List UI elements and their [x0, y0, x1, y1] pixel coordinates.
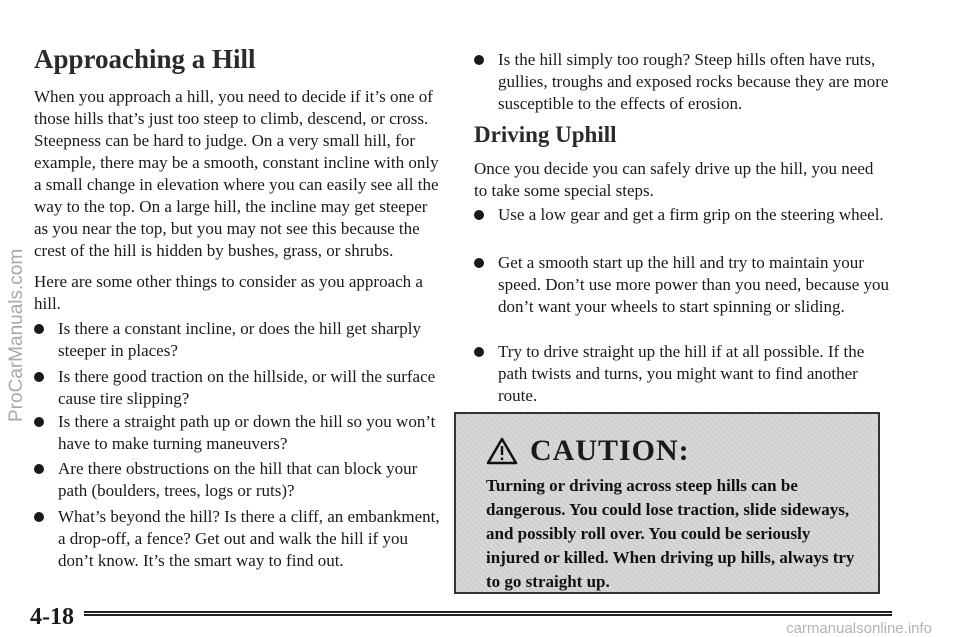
section-heading-approaching-hill: Approaching a Hill — [34, 44, 256, 74]
list-item-text: Is there a straight path up or down the hill so you won’t have to make turning maneuvers? — [58, 412, 436, 453]
list-item-text: Are there obstructions on the hill that can block your path (boulders, trees, logs or ruts)? — [58, 459, 418, 500]
list-item-text: What’s beyond the hill? Is there a cliff, an embankment, a drop-off, a fence? Get out and walk the hill if you don’t know. It’s the smart way to find out. — [58, 507, 440, 570]
caution-title: CAUTION: — [530, 434, 690, 467]
bullet-icon — [34, 464, 44, 474]
list-item-text: Is there a constant incline, or does the hill get sharply steeper in places? — [58, 319, 422, 360]
considerations-paragraph: Here are some other things to consider as you approach a hill. — [34, 272, 423, 313]
bullet-icon — [474, 55, 484, 65]
bullet-icon — [34, 417, 44, 427]
list-item-text: Try to drive straight up the hill if at all possible. If the path twists and turns, you might want to find another route. — [498, 342, 865, 405]
list-item-text: Use a low gear and get a firm grip on the steering wheel. — [498, 205, 884, 224]
list-item-text: Is the hill simply too rough? Steep hills often have ruts, gullies, troughs and exposed rocks because they are more susceptible to the effects of erosion. — [498, 50, 889, 113]
watermark-left: ProCarManuals.com — [6, 248, 27, 422]
list-item-text: Get a smooth start up the hill and try to maintain your speed. Don’t use more power than you need, because you don’t want your wheels to start spinning or sliding. — [498, 253, 890, 316]
section-heading-driving-uphill: Driving Uphill — [474, 122, 617, 147]
list-item-text: Is there good traction on the hillside, or will the surface cause tire slipping? — [58, 367, 436, 408]
warning-triangle-icon — [486, 437, 518, 465]
uphill-paragraph: Once you decide you can safely drive up the hill, you need to take some special steps. — [474, 159, 874, 200]
bullet-icon — [34, 372, 44, 382]
bullet-icon — [474, 258, 484, 268]
footer-rule — [84, 611, 892, 616]
bullet-icon — [474, 347, 484, 357]
bullet-icon — [34, 324, 44, 334]
bullet-icon — [474, 210, 484, 220]
caution-header — [486, 434, 690, 468]
watermark-bottom: carmanualsonline.info — [786, 620, 932, 637]
bullet-icon — [34, 512, 44, 522]
page-number: 4-18 — [30, 604, 74, 630]
caution-box — [454, 412, 880, 594]
intro-paragraph: When you approach a hill, you need to decide if it’s one of those hills that’s just too steep to climb, descend, or cross. Steepness can be hard to judge. On a very small hill, for example, there may be a smooth, constant incline with only a small change in elevation where you can easily see all the way to the top. On a large hill, the incline may get steeper as you near the top, but you may not see this because the crest of the hill is hidden by bushes, grass, or shrubs. — [34, 87, 439, 260]
caution-text: Turning or driving across steep hills can be dangerous. You could lose traction, slide sideways, and possibly roll over. You could be seriously injured or killed. When driving up hills, always try to go straight up. — [486, 476, 855, 591]
